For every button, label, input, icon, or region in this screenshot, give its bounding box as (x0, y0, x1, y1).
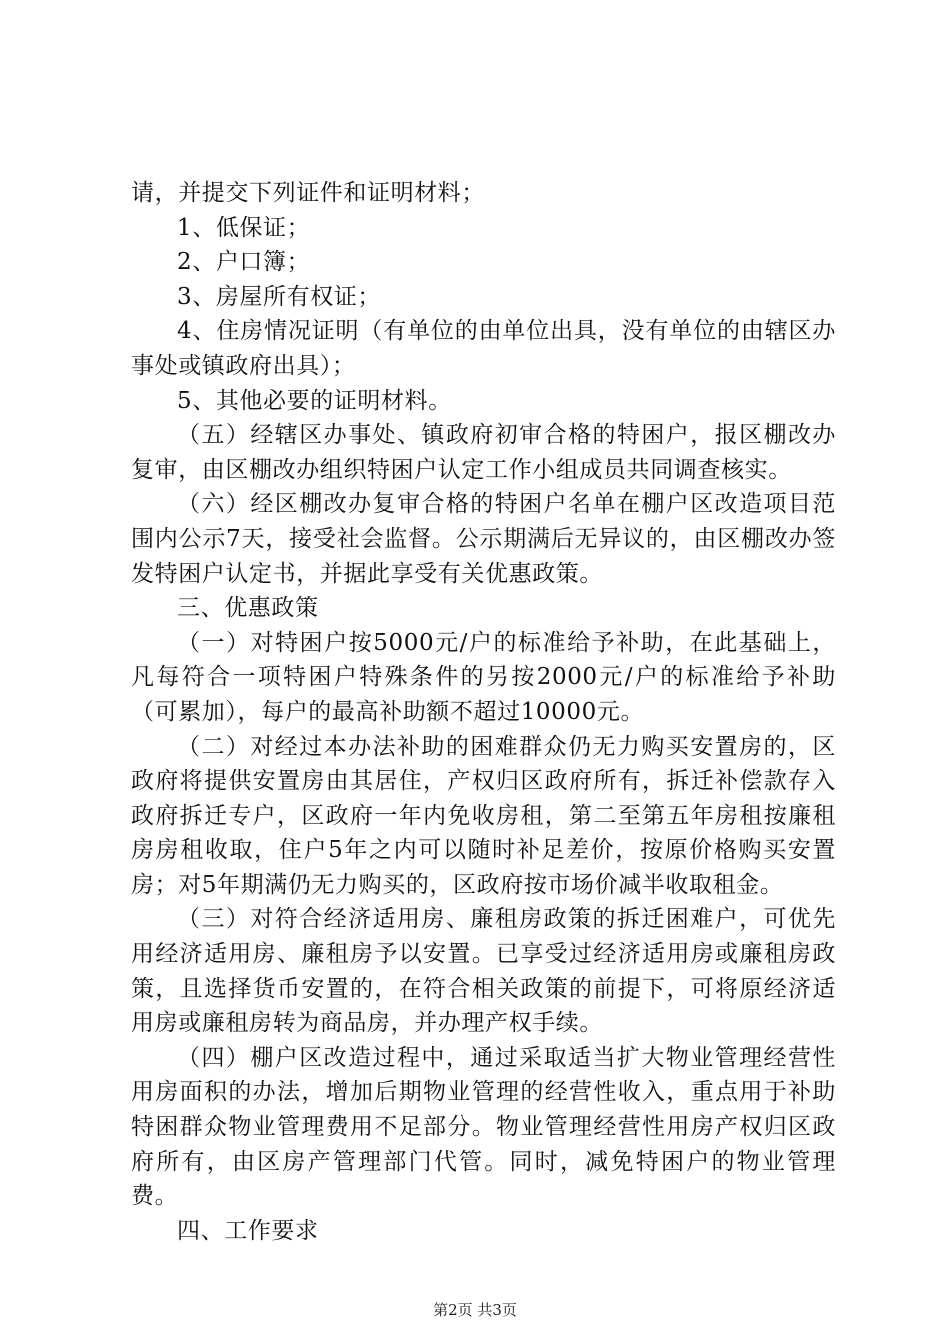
document-body (131, 176, 836, 1248)
paragraph-policy-1: （一）对特困户按5000元/户的标准给予补助，在此基础上，凡每符合一项特困户特殊条件的另按2000元/户的标准给予补助（可累加），每户的最高补助额不超过10000元。 (131, 629, 836, 725)
heading-preferential-policies: 三、优惠政策 (177, 595, 319, 622)
paragraph-section-5: （五）经辖区办事处、镇政府初审合格的特困户，报区棚改办复审，由区棚改办组织特困户认定工作小组成员共同调查核实。 (131, 422, 836, 483)
list-item-other-materials: 5、其他必要的证明材料。 (177, 387, 452, 414)
list-item-low-income-card: 1、低保证； (177, 214, 311, 241)
paragraph-section-6: （六）经区棚改办复审合格的特困户名单在棚户区改造项目范围内公示7天，接受社会监督。公示期满后无异议的，由区棚改办签发特困户认定书，并据此享受有关优惠政策。 (131, 491, 836, 587)
list-item-property-certificate: 3、房屋所有权证； (177, 283, 382, 310)
list-item-household-register: 2、户口簿； (177, 249, 311, 276)
paragraph-policy-3: （三）对符合经济适用房、廉租房政策的拆迁困难户，可优先用经济适用房、廉租房予以安置。已享受过经济适用房或廉租房政策，且选择货币安置的，在符合相关政策的前提下，可将原经济适用房或廉租房转为商品房，并办理产权手续。 (131, 906, 836, 1037)
paragraph-policy-4: （四）棚户区改造过程中，通过采取适当扩大物业管理经营性用房面积的办法，增加后期物业管理的经营性收入，重点用于补助特困群众物业管理费用不足部分。物业管理经营性用房产权归区政府所有，由区房产管理部门代管。同时，减免特困户的物业管理费。 (131, 1044, 836, 1210)
page-footer (0, 1300, 950, 1320)
paragraph-policy-2: （二）对经过本办法补助的困难群众仍无力购买安置房的，区政府将提供安置房由其居住，产权归区政府所有，拆迁补偿款存入政府拆迁专户，区政府一年内免收房租，第二至第五年房租按廉租房房租收取，住户5年之内可以随时补足差价，按原价格购买安置房；对5年期满仍无力购买的，区政府按市场价减半收取租金。 (131, 733, 836, 898)
list-item-housing-certificate: 4、住房情况证明（有单位的由单位出具，没有单位的由辖区办事处或镇政府出具）； (131, 318, 836, 379)
heading-work-requirements: 四、工作要求 (177, 1217, 319, 1244)
page-number: 第2页 共3页 (433, 1301, 517, 1319)
paragraph-continuation: 请，并提交下列证件和证明材料； (131, 180, 485, 206)
